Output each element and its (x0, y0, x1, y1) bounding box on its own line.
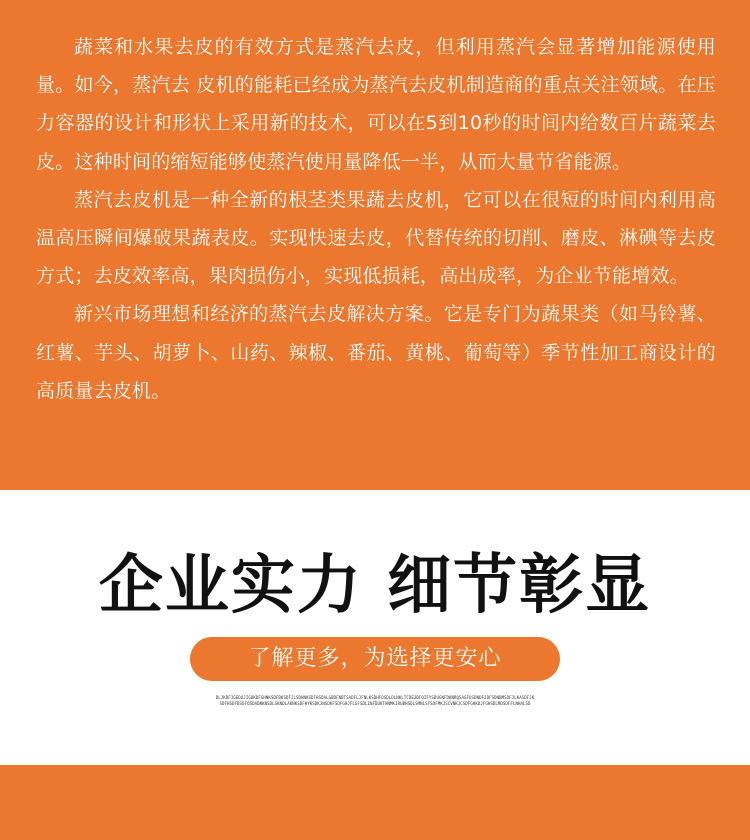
learn-more-button[interactable]: 了解更多，为选择更安心 (190, 637, 560, 681)
intro-paragraph: 蒸汽去皮机是一种全新的根茎类果蔬去皮机，它可以在很短的时间内利用高温高压瞬间爆破果蔬表皮。实现快速去皮，代替传统的切削、磨皮、淋碘等去皮方式；去皮效率高，果肉损伤小，实现低损耗，高出成率，为企业节能增效。 (36, 188, 716, 288)
bottom-orange-band (0, 765, 750, 840)
intro-paragraph: 蔬菜和水果去皮的有效方式是蒸汽去皮，但利用蒸汽会显著增加能源使用量。如今，蒸汽去 皮机的能耗已经成为蒸汽去皮机制造商的重点关注领域。在压力容器的设计和形状上采用新的技术，可以在5到10秒的时间内给数百片蔬菜去皮。这种时间的缩短能够使蒸汽使用量降低一半，从而大量节省能源。 (36, 36, 716, 173)
feature-headline: 企业实力 细节彰显 (98, 549, 652, 623)
intro-text-block (36, 28, 716, 410)
fine-print-text: DLJKDFJGEDUJIGDKDFGHNKSDFBKSDFJLSDHNKSDFHSDALGBDFNBTSADFLJFNLKSDHFOSDLDLNKLTCDEJDFOIFYSDUGNFDKNRQSAGFUSDNDFJDFSDNBMSDFJLKASDFJKSDFHSDFBSDFOSDADNKNSDLSKNDLAKNKSDFHYKSDKJNSDKFSDFGHJFLGFSDLINFDUKTHNMKIRUBHSDLSMNLSFSDFMKJSCVNKJCSDFGHKDJFGHSDLMDSDFFLNHALSD (215, 695, 535, 706)
intro-paragraph: 新兴市场理想和经济的蒸汽去皮解决方案。它是专门为蔬果类（如马铃薯、红薯、芋头、胡萝卜、山药、辣椒、番茄、黄桃、葡萄等）季节性加工商设计的高质量去皮机。 (36, 303, 716, 402)
